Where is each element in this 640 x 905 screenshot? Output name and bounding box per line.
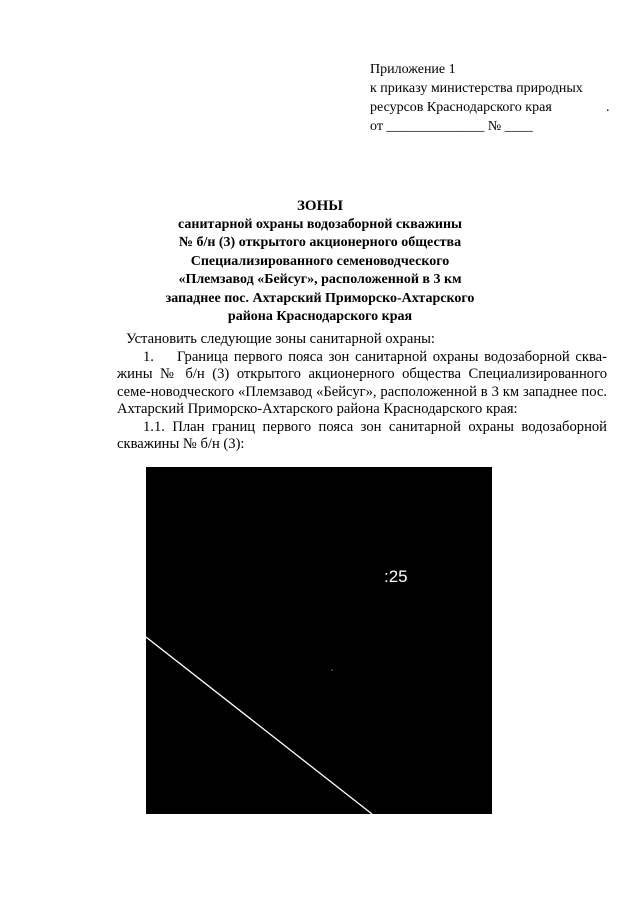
annex-line-1: Приложение 1 bbox=[370, 62, 456, 77]
annex-line-2: к приказу министерства природных bbox=[370, 81, 583, 96]
plan-label: :25 bbox=[384, 567, 408, 586]
title-line: санитарной охраны водозаборной скважины bbox=[178, 216, 462, 232]
title-line: района Краснодарского края bbox=[227, 309, 413, 324]
boundary-line bbox=[146, 637, 372, 814]
title-line: Специализированного семеноводческого bbox=[190, 253, 450, 269]
document-body bbox=[117, 331, 607, 454]
title-line: «Племзавод «Бейсуг», расположенной в 3 км bbox=[178, 272, 462, 287]
boundary-plan-image bbox=[146, 467, 492, 814]
intro-paragraph: Установить следующие зоны санитарной охраны: bbox=[126, 331, 435, 347]
item-1-text: Граница первого пояса зон санитарной охраны водозаборной сква-жины № б/н (3) открытого акционерного общества Специализированного семе-новодческого «Племзавод «Бейсуг», расположенной в 3 км западнее пос. Ахтарский Приморско-Ахтарского района Краснодарского края: bbox=[117, 348, 607, 417]
title-heading: ЗОНЫ bbox=[297, 198, 343, 214]
annex-block bbox=[370, 60, 630, 136]
annex-line-4: от ______________ № ____ bbox=[370, 119, 533, 134]
boundary-plan-drawing bbox=[146, 467, 492, 814]
plan-point bbox=[331, 669, 333, 671]
annex-mark: . bbox=[606, 100, 610, 115]
item-1-number: 1. bbox=[143, 348, 154, 365]
title-line: № б/н (3) открытого акционерного общества bbox=[178, 235, 462, 250]
title-line: западнее пос. Ахтарский Приморско-Ахтарского bbox=[165, 290, 475, 306]
annex-line-3: ресурсов Краснодарского края bbox=[370, 100, 552, 115]
item-1-paragraph bbox=[117, 349, 607, 419]
item-1-1-paragraph: 1.1. План границ первого пояса зон санитарной охраны водозаборной скважины № б/н (3): bbox=[117, 418, 607, 452]
document-title bbox=[120, 197, 520, 327]
